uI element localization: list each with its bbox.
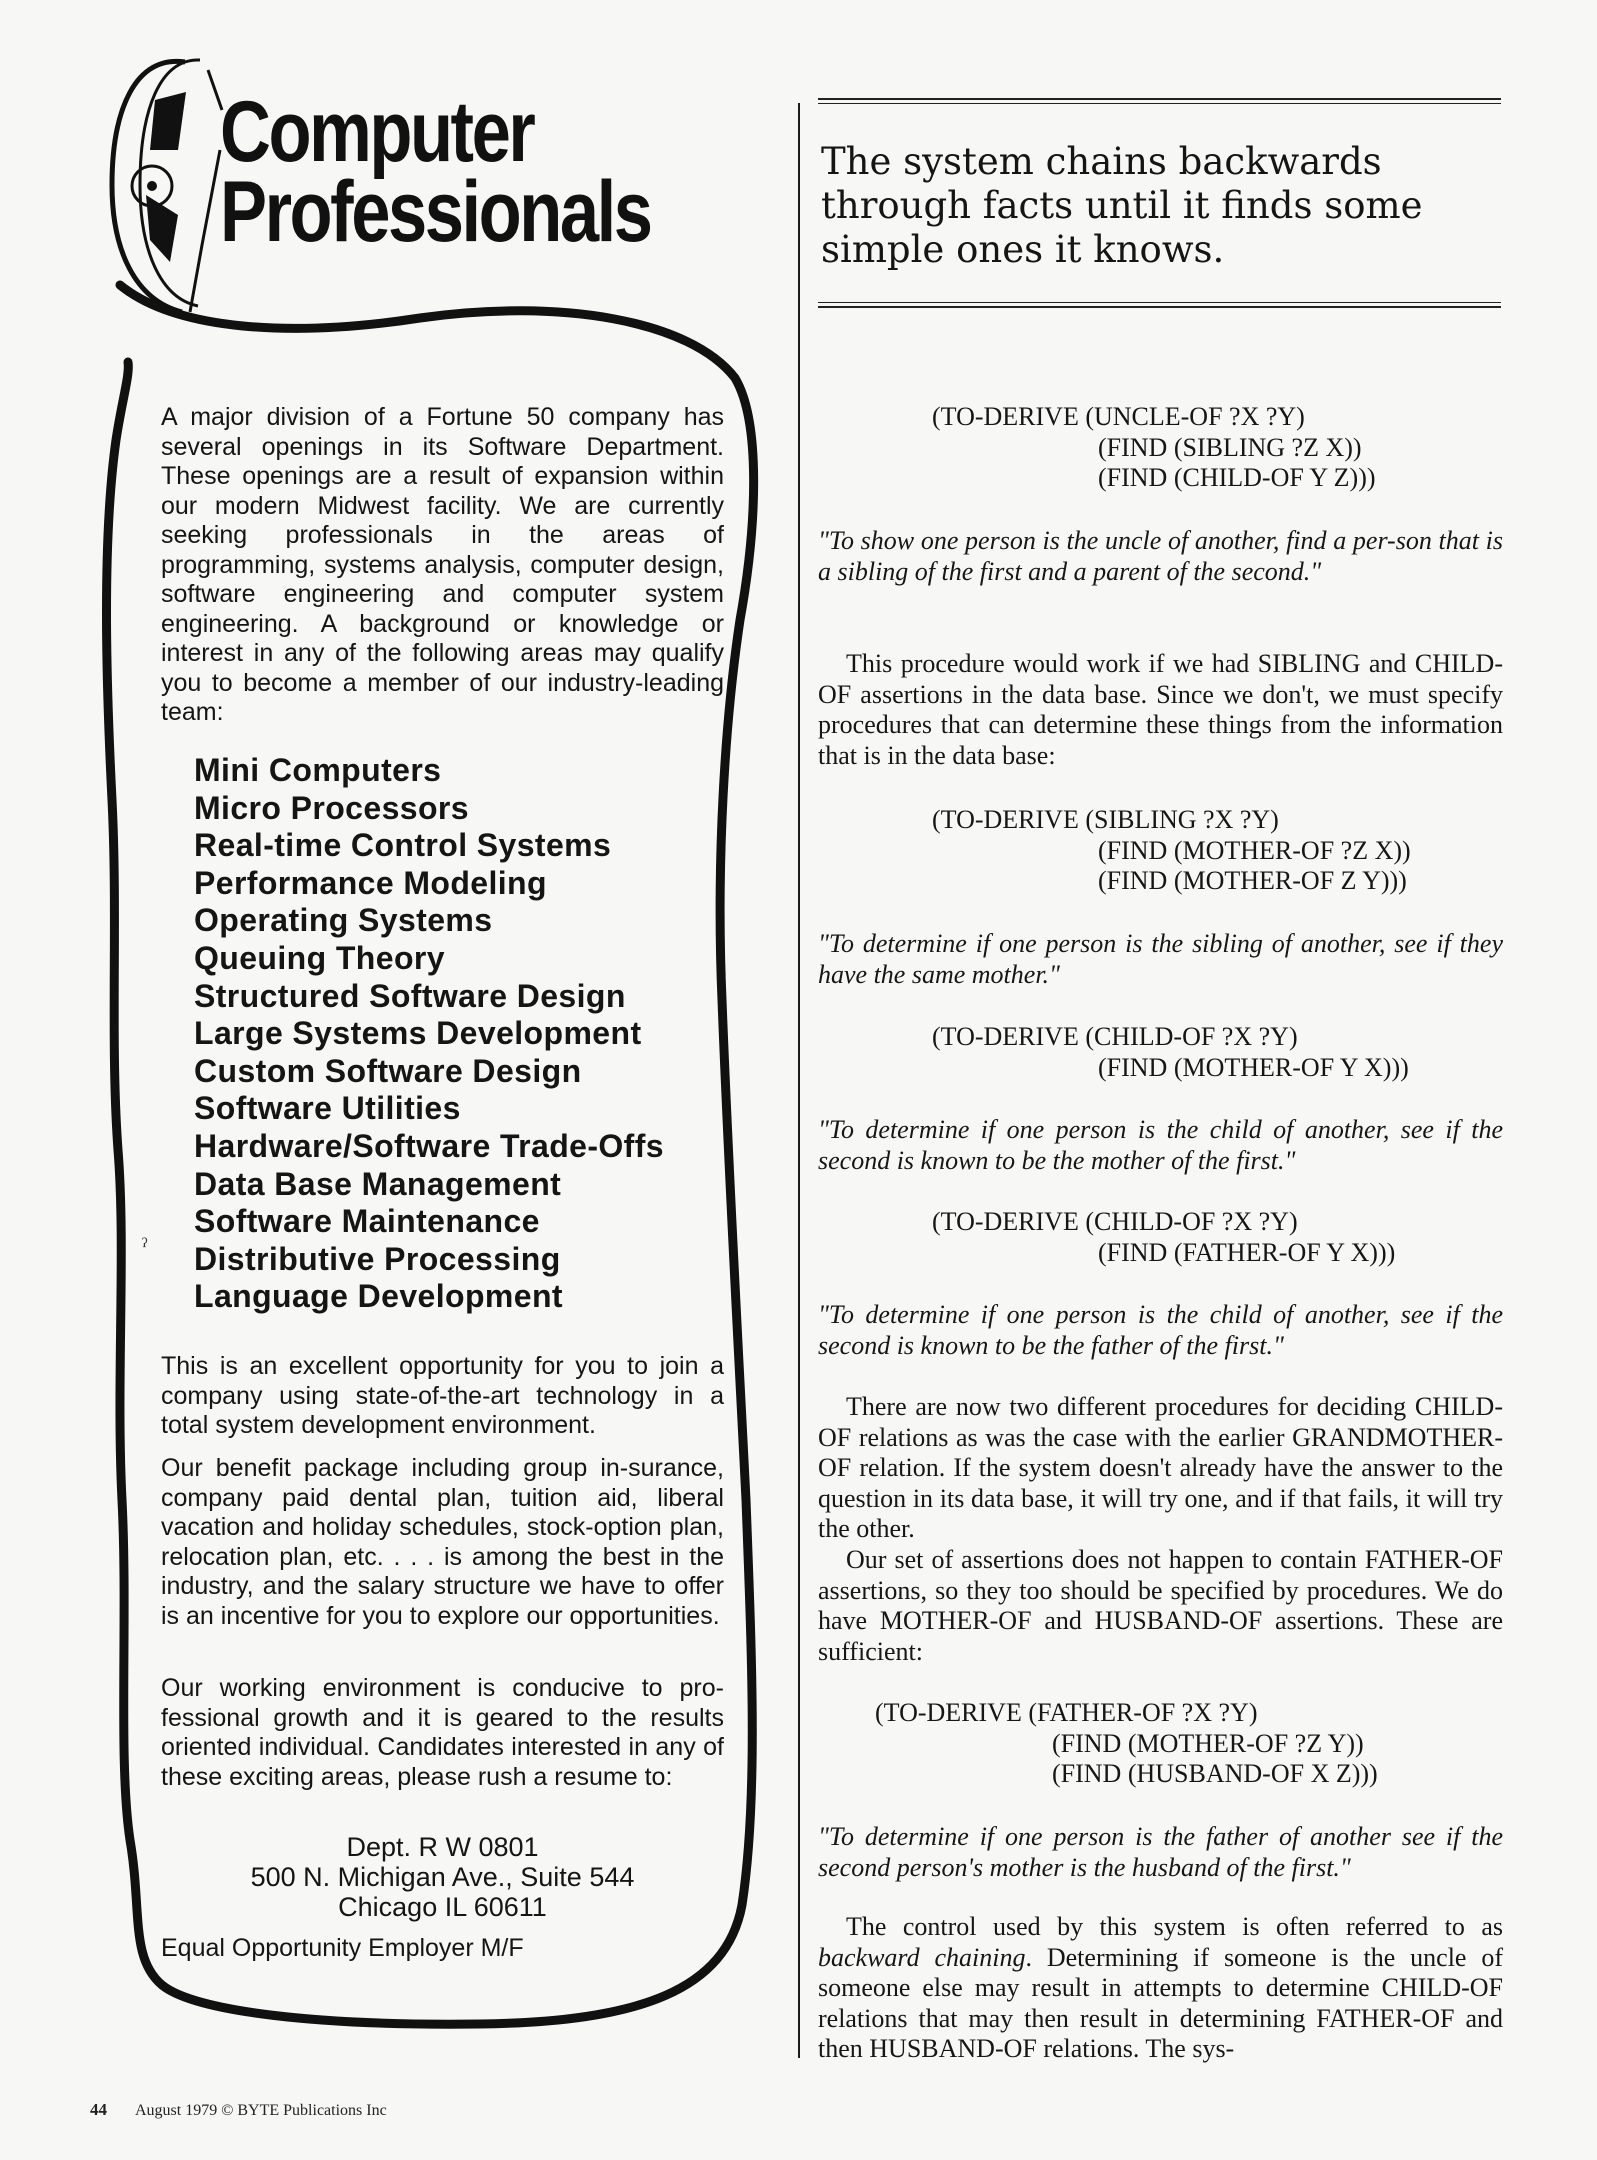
area-item: Software Utilities [194,1090,461,1127]
page-footer [90,2100,387,2120]
pull-quote-box [818,98,1501,311]
ad-environment-paragraph: Our working environment is conducive to pro-fessional growth and it is geared to the results oriented individual. Candidates interested in any of these exciting areas, please rush a resume to: [161,1674,724,1791]
gloss-sibling [818,929,1503,990]
gloss-text: "To determine if one person is the father of another see if the second person's mother is the husband of the first." [818,1822,1503,1882]
job-advertisement [0,0,790,2060]
ad-opportunity-paragraph: This is an excellent opportunity for you to join a company using state-of-the-art technology in a total system development environment. [161,1352,724,1439]
code-block-child-mother [818,1022,1503,1083]
code-line: (TO-DERIVE (SIBLING ?X ?Y) [932,805,1279,834]
address-dept: Dept. R W 0801 [346,1832,539,1862]
area-item: Language Development [194,1278,563,1315]
gloss-child-father [818,1300,1503,1361]
paragraph-text: Our set of assertions does not happen to contain FATHER-OF assertions, so they too should be specified by procedures. We do have MOTHER-OF and HUSBAND-OF assertions. These are sufficient: [818,1544,1503,1666]
pull-quote-rule-top-thin [818,103,1501,104]
pull-quote-text: The system chains backwards through facts until it finds some simple ones it knows. [821,140,1423,271]
gloss-text: "To determine if one person is the child of another, see if the second is known to be the father of the first." [818,1300,1503,1360]
gloss-uncle [818,526,1503,587]
logo-line-professionals: Professionals [220,164,651,260]
code-line: (FIND (HUSBAND-OF X Z))) [1052,1759,1378,1788]
ad-mailing-address [161,1832,724,1922]
gloss-text: "To determine if one person is the sibling of another, see if they have the same mother." [818,929,1503,989]
issue-credit: August 1979 © BYTE Publications Inc [135,2102,387,2119]
article-paragraph-1 [818,649,1503,771]
ad-intro-paragraph: A major division of a Fortune 50 company has several openings in its Software Department. These openings are a result of expansion within our modern Midwest facility. We are currently seeking professionals in the areas of programming, systems analysis, computer design, software engineering and computer system engineering. A background or knowledge or interest in any of the following areas may qualify you to become a member of our industry-leading team: [161,403,724,726]
area-item: Data Base Management [194,1165,562,1202]
paragraph-text [818,1912,1503,2065]
article-paragraph-2 [818,1392,1503,1667]
area-item: Real-time Control Systems [194,827,612,864]
code-line: (FIND (MOTHER-OF Y X))) [1098,1052,1409,1082]
code-line: (FIND (FATHER-OF Y X))) [1098,1237,1396,1267]
area-item: Mini Computers [194,752,442,788]
code-line: (FIND (SIBLING ?Z X)) [1098,432,1362,462]
area-item: Operating Systems [194,902,493,939]
ad-benefits-paragraph: Our benefit package including group in-surance, company paid dental plan, tuition aid, liberal vacation and holiday schedules, stock-option plan, relocation plan, etc. . . . is among the best in the industry, and the salary structure we have to offer is an incentive for you to explore our opportunities. [161,1454,724,1630]
area-item: Large Systems Development [194,1015,642,1052]
gloss-text: "To determine if one person is the child of another, see if the second is known to be the mother of the first." [818,1115,1503,1175]
term-backward-chaining: backward chaining [818,1942,1026,1972]
gloss-child-mother [818,1115,1503,1176]
code-line: (FIND (MOTHER-OF ?Z X)) [1098,835,1411,865]
paragraph-text: This procedure would work if we had SIBLING and CHILD-OF assertions in the data base. Since we don't, we must specify procedures that can determine these things from the information that is in the data base: [818,649,1503,770]
area-item: Performance Modeling [194,864,547,901]
code-line: (TO-DERIVE (FATHER-OF ?X ?Y) [875,1698,1258,1727]
area-item: Custom Software Design [194,1052,582,1089]
paragraph-text-start: The control used by this system is often referred to as [846,1912,1503,1941]
code-line: (TO-DERIVE (UNCLE-OF ?X ?Y) [932,402,1305,431]
address-street: 500 N. Michigan Ave., Suite 544 [250,1862,635,1892]
code-line: (FIND (MOTHER-OF Z Y))) [1098,866,1407,895]
area-item: Distributive Processing [194,1240,561,1277]
article-paragraph-4 [818,1912,1503,2065]
ad-equal-opportunity: Equal Opportunity Employer M/F [161,1934,524,1962]
code-line: (TO-DERIVE (CHILD-OF ?X ?Y) [932,1207,1298,1236]
code-line: (TO-DERIVE (CHILD-OF ?X ?Y) [932,1022,1298,1051]
code-line: (FIND (MOTHER-OF ?Z Y)) [1052,1728,1364,1758]
ad-logo-title [220,84,651,260]
code-block-uncle [818,402,1503,494]
area-item: Structured Software Design [194,977,626,1014]
logo-line-computer: Computer [220,84,534,180]
code-line: (FIND (CHILD-OF Y Z))) [1098,463,1376,492]
gloss-father [818,1822,1503,1883]
pull-quote-rule-bottom-thin [818,302,1501,303]
address-city: Chicago IL 60611 [338,1892,547,1922]
paragraph-text: There are now two different procedures for deciding CHILD-OF relations as was the case with the earlier GRANDMOTHER-OF relation. If the system doesn't already have the answer to the question in its data base, it will try one, and if that fails, it will try the other. [818,1392,1503,1544]
code-block-sibling [818,805,1503,897]
column-divider [798,103,800,2058]
area-item: Queuing Theory [194,939,445,976]
area-item: Software Maintenance [194,1203,540,1240]
pull-quote-rule-top [818,98,1501,100]
stray-print-mark: ˀ [142,1233,148,1258]
area-item: Hardware/Software Trade-Offs [194,1127,664,1164]
film-reel-icon [112,60,222,312]
pull-quote-rule-bottom [818,306,1501,308]
page-number: 44 [90,2100,107,2119]
code-block-child-father [818,1207,1503,1268]
paragraph-text-end: . Determining if someone is the uncle of someone else may result in attempts to determine CHILD-OF relations that may then result in determining FATHER-OF and then HUSBAND-OF relations. The sys- [818,1942,1504,2064]
area-item: Micro Processors [194,789,469,826]
code-block-father [818,1698,1503,1790]
ad-areas-list [194,752,664,1316]
gloss-text: "To show one person is the uncle of another, find a per-son that is a sibling of the first and a parent of the second." [818,526,1503,586]
